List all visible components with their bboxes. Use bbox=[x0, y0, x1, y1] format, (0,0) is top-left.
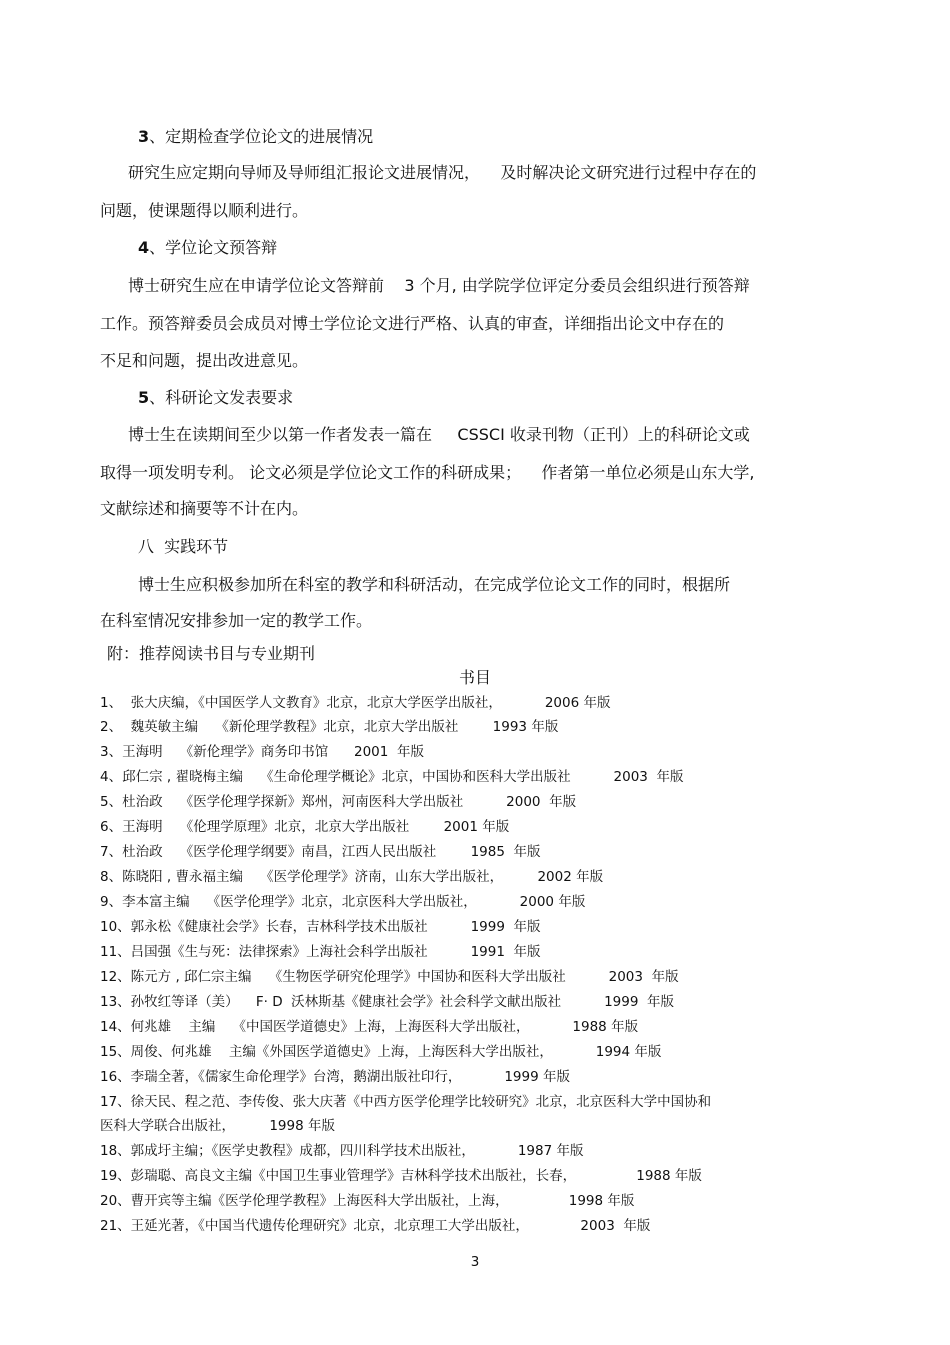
book-item: 12、陈元方 , 邱仁宗主编 《生物医学研究伦理学》中国协和医科大学出版社 2003 年版 bbox=[100, 969, 679, 985]
book-item-continued: 医科大学联合出版社， 1998 年版 bbox=[100, 1118, 335, 1134]
books-heading: 书目 bbox=[458, 668, 491, 687]
book-item: 10、郭永松《健康社会学》长春，吉林科学技术出版社 1999 年版 bbox=[100, 919, 541, 935]
section-3-paragraph-line: 问题，使课题得以顺利进行。 bbox=[100, 201, 309, 220]
book-item: 8、陈晓阳 , 曹永福主编 《医学伦理学》济南，山东大学出版社， 2002 年版 bbox=[100, 869, 604, 885]
book-item: 4、邱仁宗 , 翟晓梅主编 《生命伦理学概论》北京，中国协和医科大学出版社 2003 年版 bbox=[100, 769, 684, 785]
book-item: 14、何兆雄 主编 《中国医学道德史》上海，上海医科大学出版社， 1988 年版 bbox=[100, 1019, 639, 1035]
section-3-paragraph-line: 研究生应定期向导师及导师组汇报论文进展情况， 及时解决论文研究进行过程中存在的 bbox=[128, 163, 757, 182]
book-item: 7、杜治政 《医学伦理学纲要》南昌，江西人民出版社 1985 年版 bbox=[100, 844, 541, 860]
section-5-paragraph-line: 博士生在读期间至少以第一作者发表一篇在 CSSCI 收录刊物（正刊）上的科研论文或 bbox=[128, 425, 750, 444]
section-8-heading: 八 实践环节 bbox=[138, 537, 229, 556]
book-item: 18、郭成圩主编；《医学史教程》成都，四川科学技术出版社， 1987 年版 bbox=[100, 1143, 584, 1159]
book-item: 21、王延光著，《中国当代遗传伦理研究》北京，北京理工大学出版社， 2003 年版 bbox=[100, 1218, 651, 1234]
book-item: 3、王海明 《新伦理学》商务印书馆 2001 年版 bbox=[100, 744, 424, 760]
section-4-heading: 4、学位论文预答辩 bbox=[138, 238, 278, 257]
section-8-paragraph-line: 博士生应积极参加所在科室的教学和科研活动，在完成学位论文工作的同时，根据所 bbox=[138, 575, 731, 594]
section-4-paragraph-line: 工作。预答辩委员会成员对博士学位论文进行严格、认真的审查，详细指出论文中存在的 bbox=[100, 314, 725, 333]
section-4-paragraph-line: 不足和问题，提出改进意见。 bbox=[100, 351, 309, 370]
section-8-paragraph-line: 在科室情况安排参加一定的教学工作。 bbox=[100, 611, 373, 630]
section-5-paragraph-line: 文献综述和摘要等不计在内。 bbox=[100, 499, 309, 518]
book-item: 19、彭瑞聪、高良文主编《中国卫生事业管理学》吉林科学技术出版社，长春， 1988 年版 bbox=[100, 1168, 702, 1184]
section-4-paragraph-line: 博士研究生应在申请学位论文答辩前 3 个月, 由学院学位评定分委员会组织进行预答辩 bbox=[128, 276, 750, 295]
book-item: 20、曹开宾等主编《医学伦理学教程》上海医科大学出版社，上海， 1998 年版 bbox=[100, 1193, 635, 1209]
section-5-heading: 5、科研论文发表要求 bbox=[138, 388, 294, 407]
book-item: 6、王海明 《伦理学原理》北京，北京大学出版社 2001 年版 bbox=[100, 819, 510, 835]
book-item: 15、周俊、何兆雄 主编《外国医学道德史》上海，上海医科大学出版社， 1994 年版 bbox=[100, 1044, 662, 1060]
book-item: 11、吕国强《生与死：法律探索》上海社会科学出版社 1991 年版 bbox=[100, 944, 541, 960]
book-item: 13、孙牧红等译（美） F· D 沃林斯基《健康社会学》社会科学文献出版社 1999 年版 bbox=[100, 994, 675, 1010]
section-3-heading: 3、定期检查学位论文的进展情况 bbox=[138, 127, 374, 146]
section-5-paragraph-line: 取得一项发明专利。 论文必须是学位论文工作的科研成果； 作者第一单位必须是山东大学, bbox=[100, 463, 755, 482]
book-item: 16、李瑞全著，《儒家生命伦理学》台湾，鹅湖出版社印行， 1999 年版 bbox=[100, 1069, 570, 1085]
book-item: 2、 魏英敏主编 《新伦理学教程》北京，北京大学出版社 1993 年版 bbox=[100, 719, 559, 735]
appendix-title: 附：推荐阅读书目与专业期刊 bbox=[107, 644, 316, 663]
book-item: 9、李本富主编 《医学伦理学》北京，北京医科大学出版社， 2000 年版 bbox=[100, 894, 586, 910]
book-item: 5、杜治政 《医学伦理学探新》郑州，河南医科大学出版社 2000 年版 bbox=[100, 794, 577, 810]
page-number: 3 bbox=[470, 1254, 480, 1270]
book-item: 17、徐天民、程之范、李传俊、张大庆著《中西方医学伦理学比较研究》北京，北京医科大学中国协和 bbox=[100, 1094, 712, 1110]
book-item: 1、 张大庆编，《中国医学人文教育》北京，北京大学医学出版社， 2006 年版 bbox=[100, 695, 611, 711]
